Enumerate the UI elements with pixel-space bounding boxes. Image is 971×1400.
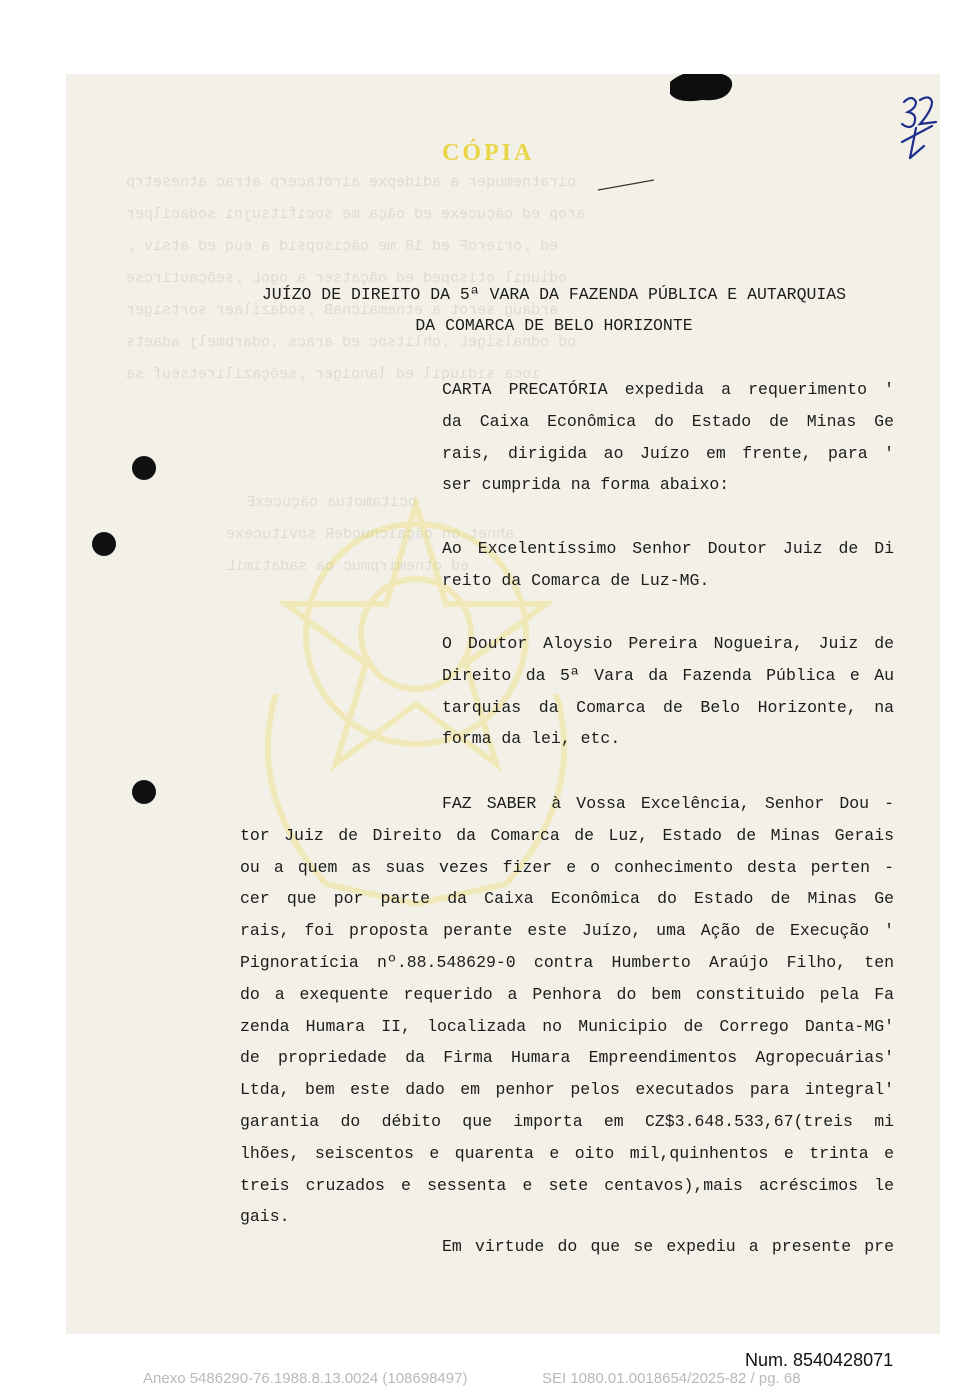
document-number: Num. 8540428071 — [745, 1350, 894, 1370]
paragraph-line: da Caixa Econômica do Estado de Minas Ge — [442, 411, 894, 431]
court-heading — [238, 279, 870, 341]
copy-stamp: CÓPIA — [442, 140, 535, 166]
heading-line: JUÍZO DE DIREITO DA 5ª VARA DA FAZENDA PÚBLICA E AUTARQUIAS — [261, 285, 847, 304]
paragraph-line: Em virtude do que se expediu a presente pre — [442, 1237, 894, 1256]
ink-blot-mark — [666, 74, 736, 106]
reverse-side-bleed-through: oiratnemuqer a adidepxe airótacerp atrac atnesetrp arop ed oãçucexe ed oãça me socifitsujni sodacilper ed ,orieroF ed 18 me oãçisopsid a euq ed atsiv , odiuqil otisoped ed oãçatser a ogoL ,seõçautircse ardaug serot a etnemaicnaB ,sodazilaer sortsiger od odnalsigeL .ohlitsoc ed aracs .odarbmelj adaets ioca sidiuqil ed lanoiger ,seõçaziliretseuf sa ocitamotua oãçucexE ahnet on oãçaicnuodeR sovitucexe ed otnemirpmuc oa sadatimiL — [126, 174, 586, 575]
paragraph-line: O Doutor Aloysio Pereira Nogueira, Juiz de — [442, 634, 894, 653]
addressee — [442, 533, 894, 597]
paragraph-line: de propriedade da Firma Humara Empreendimentos Agropecuárias' — [240, 1048, 894, 1068]
document-page — [66, 74, 940, 1334]
carta-precatoria-intro — [442, 374, 894, 501]
paragraph-line: cer que por parte da Caixa Econômica do Estado de Minas Ge — [240, 889, 894, 909]
paragraph-line: garantia do débito que importa em CZ$3.648.533,67(treis mi — [240, 1111, 894, 1131]
handwritten-folio-number — [896, 92, 940, 164]
paragraph-line: Direito da 5ª Vara da Fazenda Pública e Au — [442, 665, 894, 685]
closing-paragraph — [240, 1231, 894, 1263]
judge-identification — [442, 628, 894, 755]
paragraph-line: tarquias da Comarca de Belo Horizonte, na — [442, 697, 894, 717]
paragraph-line: tor Juiz de Direito da Comarca de Luz, Estado de Minas Gerais — [240, 825, 894, 845]
paragraph-line: rais, foi proposta perante este Juízo, uma Ação de Execução ' — [240, 921, 894, 941]
paragraph-line: CARTA PRECATÓRIA expedida a requerimento ' — [442, 380, 894, 399]
paragraph-line: FAZ SABER à Vossa Excelência, Senhor Dou - — [442, 794, 894, 813]
paragraph-line: forma da lei, etc. — [442, 729, 621, 749]
paragraph-line: zenda Humara II, localizada no Municipio de Corrego Danta-MG' — [240, 1016, 894, 1036]
punch-hole — [132, 780, 156, 804]
faz-saber-paragraph — [240, 788, 894, 1233]
punch-hole — [92, 532, 116, 556]
pen-stroke-mark — [596, 178, 656, 192]
paragraph-line: do a exequente requerido a Penhora do bem constituido pela Fa — [240, 984, 894, 1004]
heading-line: DA COMARCA DE BELO HORIZONTE — [415, 316, 693, 335]
paragraph-line: Ltda, bem este dado em penhor pelos executados para integral' — [240, 1080, 894, 1100]
paragraph-line: lhões, seiscentos e quarenta e oito mil,quinhentos e trinta e — [240, 1143, 894, 1163]
paragraph-line: ser cumprida na forma abaixo: — [442, 475, 730, 495]
paragraph-line: treis cruzados e sessenta e sete centavos),mais acréscimos le — [240, 1175, 894, 1195]
paragraph-line: ou a quem as suas vezes fizer e o conhecimento desta perten - — [240, 857, 894, 877]
annex-reference: Anexo 5486290-76.1988.8.13.0024 (108698497) — [143, 1370, 468, 1387]
punch-hole — [132, 456, 156, 480]
sei-reference: SEI 1080.01.0018654/2025-82 / pg. 68 — [542, 1370, 801, 1387]
paragraph-line: Ao Excelentíssimo Senhor Doutor Juiz de Di — [442, 539, 894, 558]
paragraph-line: rais, dirigida ao Juízo em frente, para ' — [442, 443, 894, 463]
paragraph-line: Pignoratícia nº.88.548629-0 contra Humberto Araújo Filho, ten — [240, 952, 894, 972]
paragraph-line: reito da Comarca de Luz-MG. — [442, 570, 710, 590]
paragraph-line: gais. — [240, 1207, 290, 1227]
